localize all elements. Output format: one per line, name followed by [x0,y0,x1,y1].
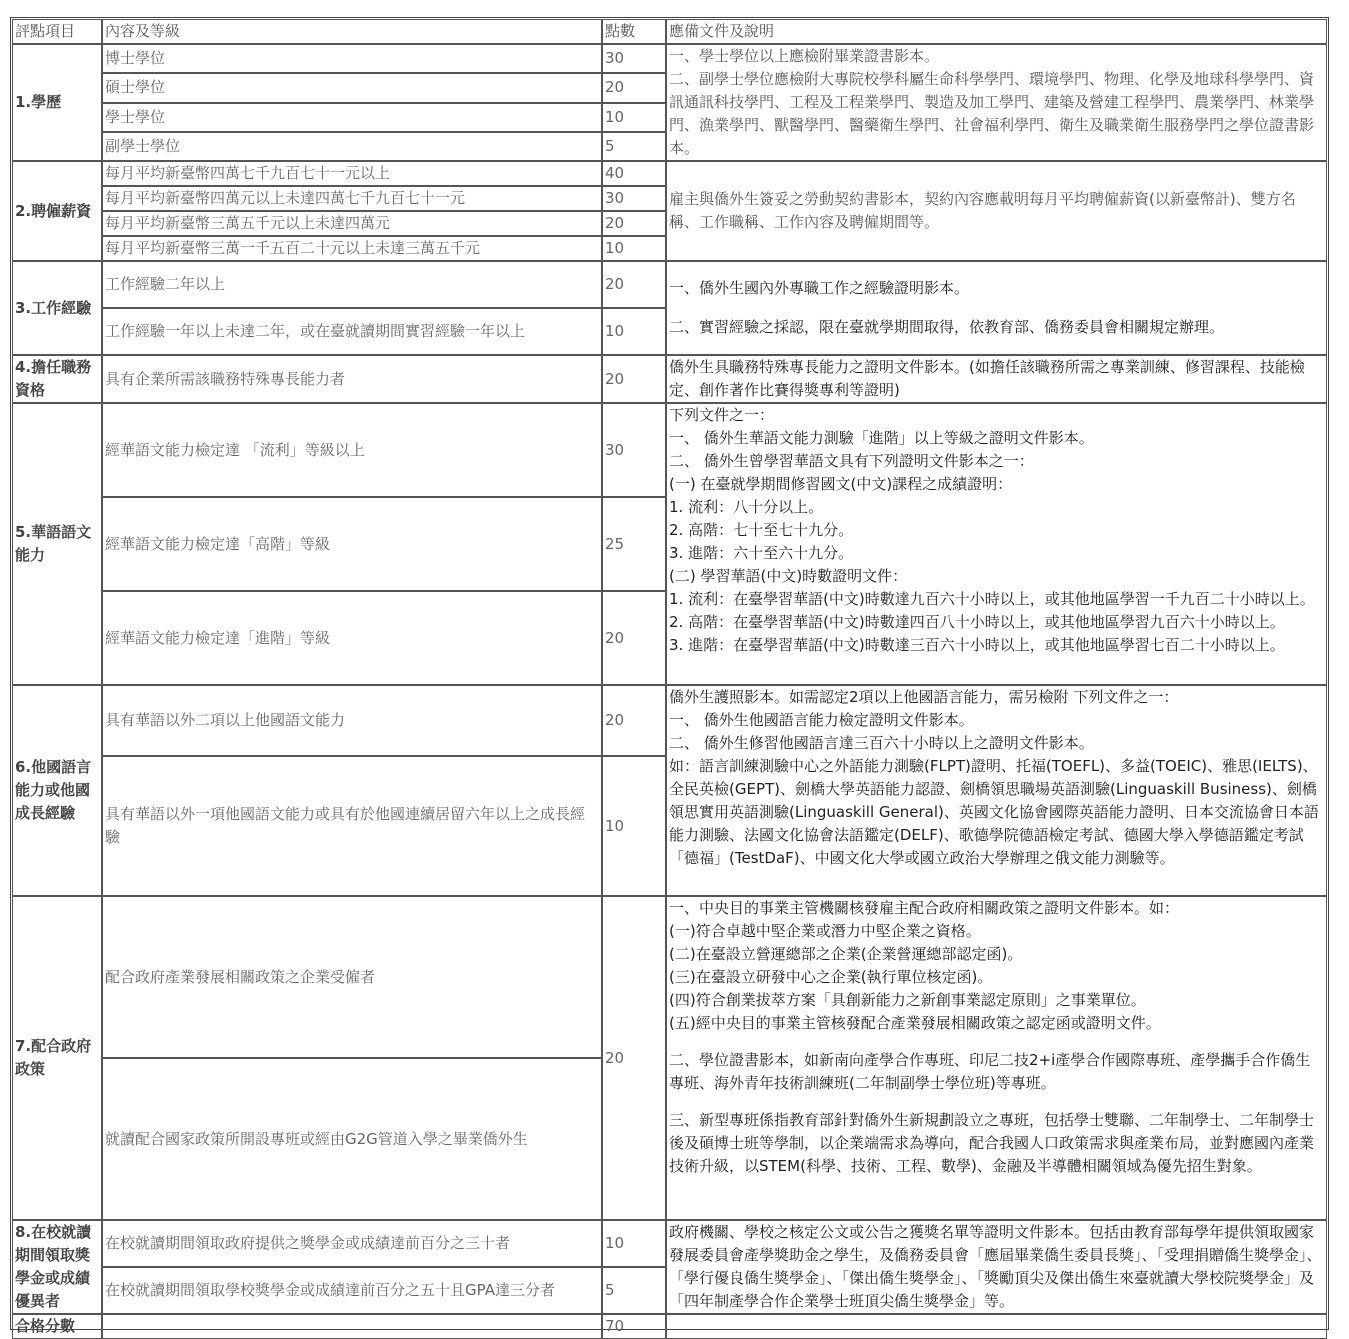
content-cell: 副學士學位 [102,132,602,161]
doc-line: 一、學士學位以上應檢附畢業證書影本。 [669,47,940,65]
table-row [12,1220,1327,1267]
points-cell: 40 [602,161,666,186]
points-cell: 5 [602,1267,666,1314]
doc-line: 一、 僑外生他國語言能力檢定證明文件影本。 [669,711,974,729]
content-cell: 每月平均新臺幣三萬一千五百二十元以上未達三萬五千元 [102,236,602,261]
content-cell: 在校就讀期間領取政府提供之獎學金或成績達前百分之三十者 [102,1220,602,1267]
content-cell: 碩士學位 [102,73,602,102]
points-cell: 10 [602,1220,666,1267]
content-cell: 就讀配合國家政策所開設專班或經由G2G管道入學之畢業僑外生 [102,1058,602,1220]
header-points: 點數 [602,19,666,44]
section-title-position: 4.擔任職務資格 [12,355,102,403]
docs-cell [666,44,1327,161]
table-row [12,44,1327,73]
points-cell: 20 [602,261,666,308]
docs-cell [666,403,1327,685]
doc-line: 1. 流利：在臺學習華語(中文)時數達九百六十小時以上，或其他地區學習一千九百二十小時以上。 [669,590,1315,608]
section-title-experience: 3.工作經驗 [12,261,102,355]
doc-line: (二)在臺設立營運總部之企業(企業營運總部認定函)。 [669,945,1023,963]
points-cell: 20 [602,73,666,102]
docs-cell: 僑外生具職務特殊專長能力之證明文件影本。(如擔任該職務所需之專業訓練、修習課程、技能檢定、創作著作比賽得獎專利等證明) [666,355,1327,403]
doc-line: 二、副學士學位應檢附大專院校學科屬生命科學學門、環境學門、物理、化學及地球科學學門、資訊通訊科技學門、工程及工程業學門、製造及加工學門、建築及營建工程學門、農業學門、林業學門、漁業學門、獸醫學門、醫藥衛生學門、社會福利學門、衛生及職業衛生服務學門之學位證書影本。 [669,70,1315,157]
docs-cell [666,1314,1327,1339]
content-cell: 每月平均新臺幣四萬七千九百七十一元以上 [102,161,602,186]
content-cell: 學士學位 [102,103,602,132]
docs-cell: 政府機關、學校之核定公文或公告之獲獎名單等證明文件影本。包括由教育部每學年提供領取國家發展委員會產學獎助金之學生，及僑務委員會「應屆畢業僑生委員長獎」、「受理捐贈僑生獎學金」、「學行優良僑生獎學金」、「傑出僑生獎學金」、「獎勵頂尖及傑出僑生來臺就讀大學校院獎學金」及「四年制產學合作企業學士班頂尖僑生獎學金」等。 [666,1220,1327,1314]
doc-line: 1. 流利：八十分以上。 [669,498,824,516]
passing-score-label: 合格分數 [12,1314,102,1339]
docs-cell [666,261,1327,355]
points-cell: 20 [602,211,666,236]
doc-line: 一、 僑外生華語文能力測驗「進階」以上等級之證明文件影本。 [669,429,1094,447]
table-header-row [12,19,1327,44]
docs-cell: 雇主與僑外生簽妥之勞動契約書影本，契約內容應載明每月平均聘僱薪資(以新臺幣計)、雙方名稱、工作職稱、工作內容及聘僱期間等。 [666,161,1327,261]
content-cell: 工作經驗一年以上未達二年，或在臺就讀期間實習經驗一年以上 [102,308,602,355]
doc-line: 3. 進階：在臺學習華語(中文)時數達三百六十小時以上，或其他地區學習七百二十小時以上。 [669,636,1285,654]
points-cell: 20 [602,355,666,403]
content-cell: 具有華語以外二項以上他國語文能力 [102,685,602,756]
points-cell: 30 [602,403,666,497]
doc-line: 二、 僑外生修習他國語言達三百六十小時以上之證明文件影本。 [669,734,1094,752]
content-cell: 工作經驗二年以上 [102,261,602,308]
header-docs: 應備文件及說明 [666,19,1327,44]
content-cell: 經華語文能力檢定達「進階」等級 [102,591,602,685]
content-cell: 每月平均新臺幣四萬元以上未達四萬七千九百七十一元 [102,186,602,211]
points-cell: 20 [602,896,666,1220]
section-title-policy: 7.配合政府政策 [12,896,102,1220]
points-cell: 30 [602,186,666,211]
doc-line: 如：語言訓練測驗中心之外語能力測驗(FLPT)證明、托福(TOEFL)、多益(TOEIC)、雅思(IELTS)、全民英檢(GEPT)、劍橋大學英語能力認證、劍橋領思職場英語測驗(Linguaskill Business)、劍橋領思實用英語測驗(Linguaskill General)、英國文化協會國際英語能力證明、日本交流協會日本語能力測驗、法國文化協會法語鑑定(DELF)、歌德學院德語檢定考試、德國大學入學德語鑑定考試「德福」(TestDaF)、中國文化大學或國立政治大學辦理之俄文能力測驗等。 [669,757,1319,867]
doc-line: 僑外生護照影本。如需認定2項以上他國語言能力，需另檢附 下列文件之一： [669,688,1179,706]
doc-line: (四)符合創業拔萃方案「具創新能力之新創事業認定原則」之事業單位。 [669,991,1146,1009]
doc-line: 3. 進階：六十至六十九分。 [669,544,854,562]
section-title-chinese: 5.華語語文能力 [12,403,102,685]
doc-line: 三、新型專班係指教育部針對僑外生新規劃設立之專班，包括學士雙聯、二年制學士、二年制學士後及碩博士班等學制，以企業端需求為導向，配合我國人口政策需求與產業布局，並對應國內產業技術升級，以STEM(科學、技術、工程、數學)、金融及半導體相關領域為優先招生對象。 [669,1111,1315,1175]
points-cell: 30 [602,44,666,73]
passing-score-value: 70 [602,1314,666,1339]
content-cell: 具有華語以外一項他國語文能力或具有於他國連續居留六年以上之成長經驗 [102,756,602,896]
doc-line: (二) 學習華語(中文)時數證明文件： [669,567,908,585]
header-content: 內容及等級 [102,19,602,44]
points-cell: 10 [602,236,666,261]
points-cell: 5 [602,132,666,161]
table-row [12,896,1327,1058]
doc-line: (一)符合卓越中堅企業或潛力中堅企業之資格。 [669,922,981,940]
doc-line: 下列文件之一： [669,406,775,424]
doc-line: 二、 僑外生曾學習華語文具有下列證明文件影本之一： [669,452,1034,470]
doc-line: 2. 高階：七十至七十九分。 [669,521,854,539]
doc-line: (五)經中央目的事業主管核發配合產業發展相關政策之認定函或證明文件。 [669,1014,1161,1032]
content-cell: 具有企業所需該職務特殊專長能力者 [102,355,602,403]
doc-line: 二、學位證書影本，如新南向產學合作專班、印尼二技2+i產學合作國際專班、產學攜手合作僑生專班、海外青年技術訓練班(二年制副學士學位班)等專班。 [669,1051,1311,1092]
scoring-table [12,19,1327,1339]
content-cell: 經華語文能力檢定達 「流利」等級以上 [102,403,602,497]
table-row [12,355,1327,403]
content-cell: 配合政府產業發展相關政策之企業受僱者 [102,896,602,1058]
table-row [12,685,1327,756]
doc-line: (三)在臺設立研發中心之企業(執行單位核定函)。 [669,968,993,986]
header-item: 評點項目 [12,19,102,44]
points-cell: 10 [602,103,666,132]
doc-line: 2. 高階：在臺學習華語(中文)時數達四百八十小時以上，或其他地區學習九百六十小時以上。 [669,613,1285,631]
doc-line: 一、僑外生國內外專職工作之經驗證明影本。 [669,279,970,297]
points-cell: 20 [602,685,666,756]
content-cell: 經華語文能力檢定達「高階」等級 [102,497,602,591]
section-title-foreign-language: 6.他國語言能力或他國成長經驗 [12,685,102,896]
content-cell: 每月平均新臺幣三萬五千元以上未達四萬元 [102,211,602,236]
section-title-education: 1.學歷 [12,44,102,161]
points-cell: 20 [602,591,666,685]
table-row [12,403,1327,497]
content-cell: 博士學位 [102,44,602,73]
section-title-salary: 2.聘僱薪資 [12,161,102,261]
passing-score-row [12,1314,1327,1339]
table-row [12,161,1327,186]
content-cell: 在校就讀期間領取學校獎學金或成績達前百分之五十且GPA達三分者 [102,1267,602,1314]
content-cell [102,1314,602,1339]
doc-line: 二、實習經驗之採認，限在臺就學期間取得，依教育部、僑務委員會相關規定辦理。 [669,318,1225,336]
docs-cell [666,896,1327,1220]
points-cell: 10 [602,756,666,896]
section-title-scholarship: 8.在校就讀期間領取獎學金或成績優異者 [12,1220,102,1314]
points-cell: 10 [602,308,666,355]
table-row [12,261,1327,308]
points-cell: 25 [602,497,666,591]
doc-line: (一) 在臺就學期間修習國文(中文)課程之成績證明： [669,475,1013,493]
doc-line: 一、中央目的事業主管機關核發雇主配合政府相關政策之證明文件影本。如： [669,899,1180,917]
docs-cell [666,685,1327,896]
